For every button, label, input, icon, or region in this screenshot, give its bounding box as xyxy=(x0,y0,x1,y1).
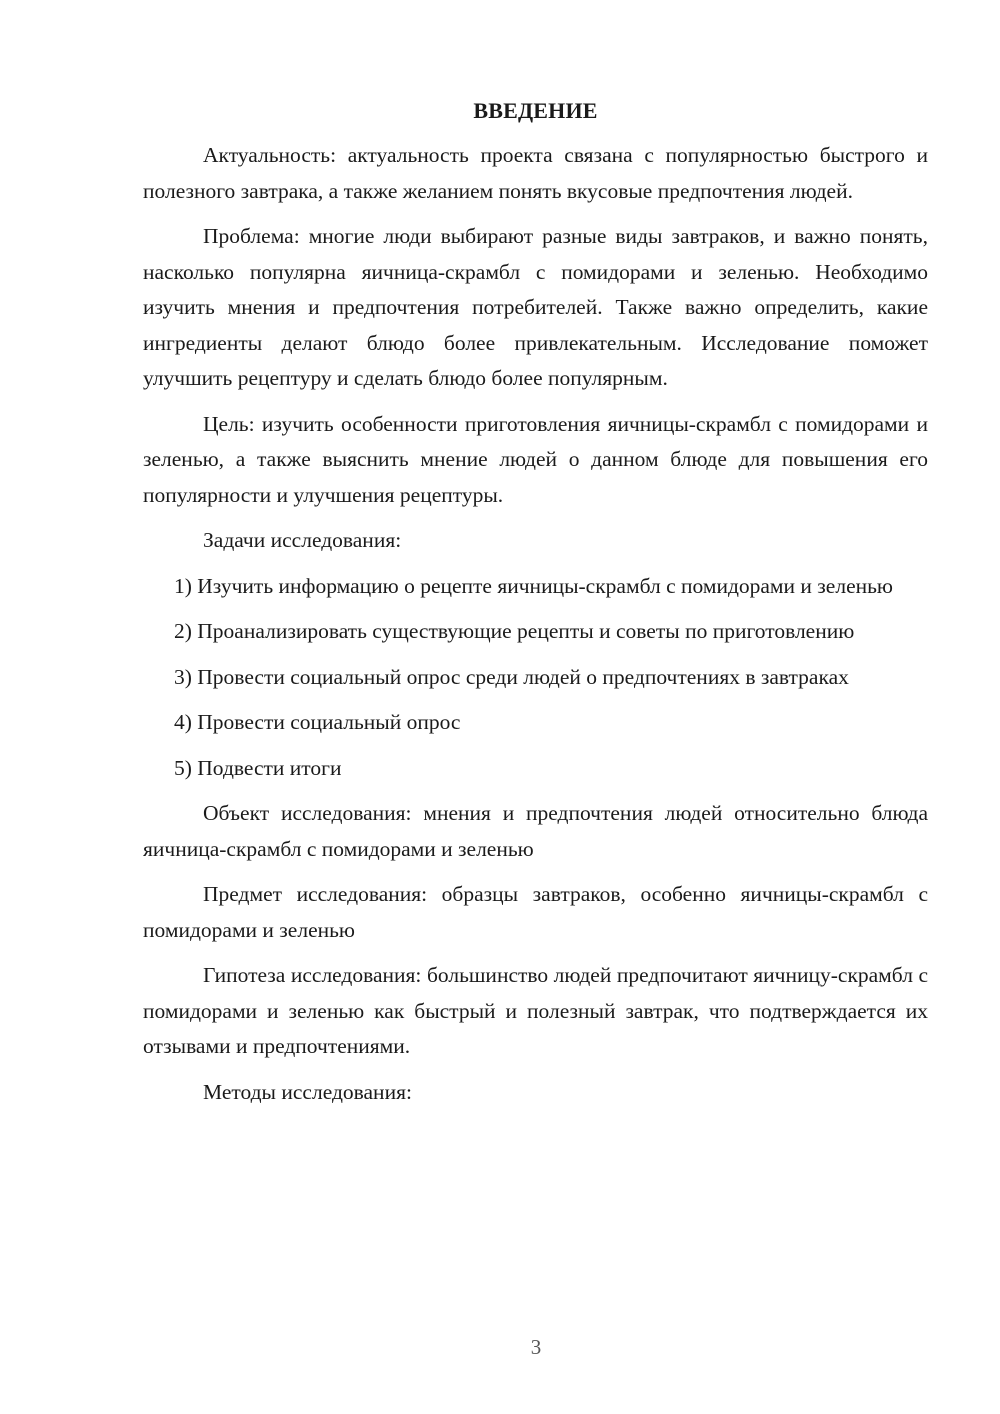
paragraph-goal: Цель: изучить особенности приготовления яичницы-скрамбл с помидорами и зеленью, а также выяснить мнение людей о данном блюде для повышения его популярности и улучшения рецептуры. xyxy=(143,411,928,507)
paragraph-subject: Предмет исследования: образцы завтраков, особенно яичницы-скрамбл с помидорами и зеленью xyxy=(143,882,928,942)
task-item-5: 5) Подвести итоги xyxy=(174,755,342,780)
task-item-2: 2) Проанализировать существующие рецепты и советы по приготовлению xyxy=(174,619,855,643)
task-item-1: 1) Изучить информацию о рецепте яичницы-скрамбл с помидорами и зеленью xyxy=(174,573,893,598)
paragraph-problem: Проблема: многие люди выбирают разные виды завтраков, и важно понять, насколько популярна яичница-скрамбл с помидорами и зеленью. Необходимо изучить мнения и предпочтения потребителей. Также важно определить, какие ингредиенты делают блюдо более привлекательным. Исследование поможет улучшить рецептуру и сделать блюдо более популярным. xyxy=(143,224,928,390)
methods-heading: Методы исследования: xyxy=(203,1079,412,1104)
page-number: 3 xyxy=(530,1335,542,1359)
task-item-3: 3) Провести социальный опрос среди людей о предпочтениях в завтраках xyxy=(174,664,849,689)
task-item-4: 4) Провести социальный опрос xyxy=(174,710,461,734)
page-content xyxy=(143,96,928,1120)
paragraph-hypothesis: Гипотеза исследования: большинство людей предпочитают яичницу-скрамбл с помидорами и зеленью как быстрый и полезный завтрак, что подтверждается их отзывами и предпочтениями. xyxy=(143,963,928,1058)
tasks-heading: Задачи исследования: xyxy=(203,528,402,552)
paragraph-relevance: Актуальность: актуальность проекта связана с популярностью быстрого и полезного завтрака, а также желанием понять вкусовые предпочтения людей. xyxy=(143,143,928,203)
section-title: ВВЕДЕНИЕ xyxy=(473,98,598,123)
paragraph-object: Объект исследования: мнения и предпочтения людей относительно блюда яичница-скрамбл с помидорами и зеленью xyxy=(143,801,928,861)
